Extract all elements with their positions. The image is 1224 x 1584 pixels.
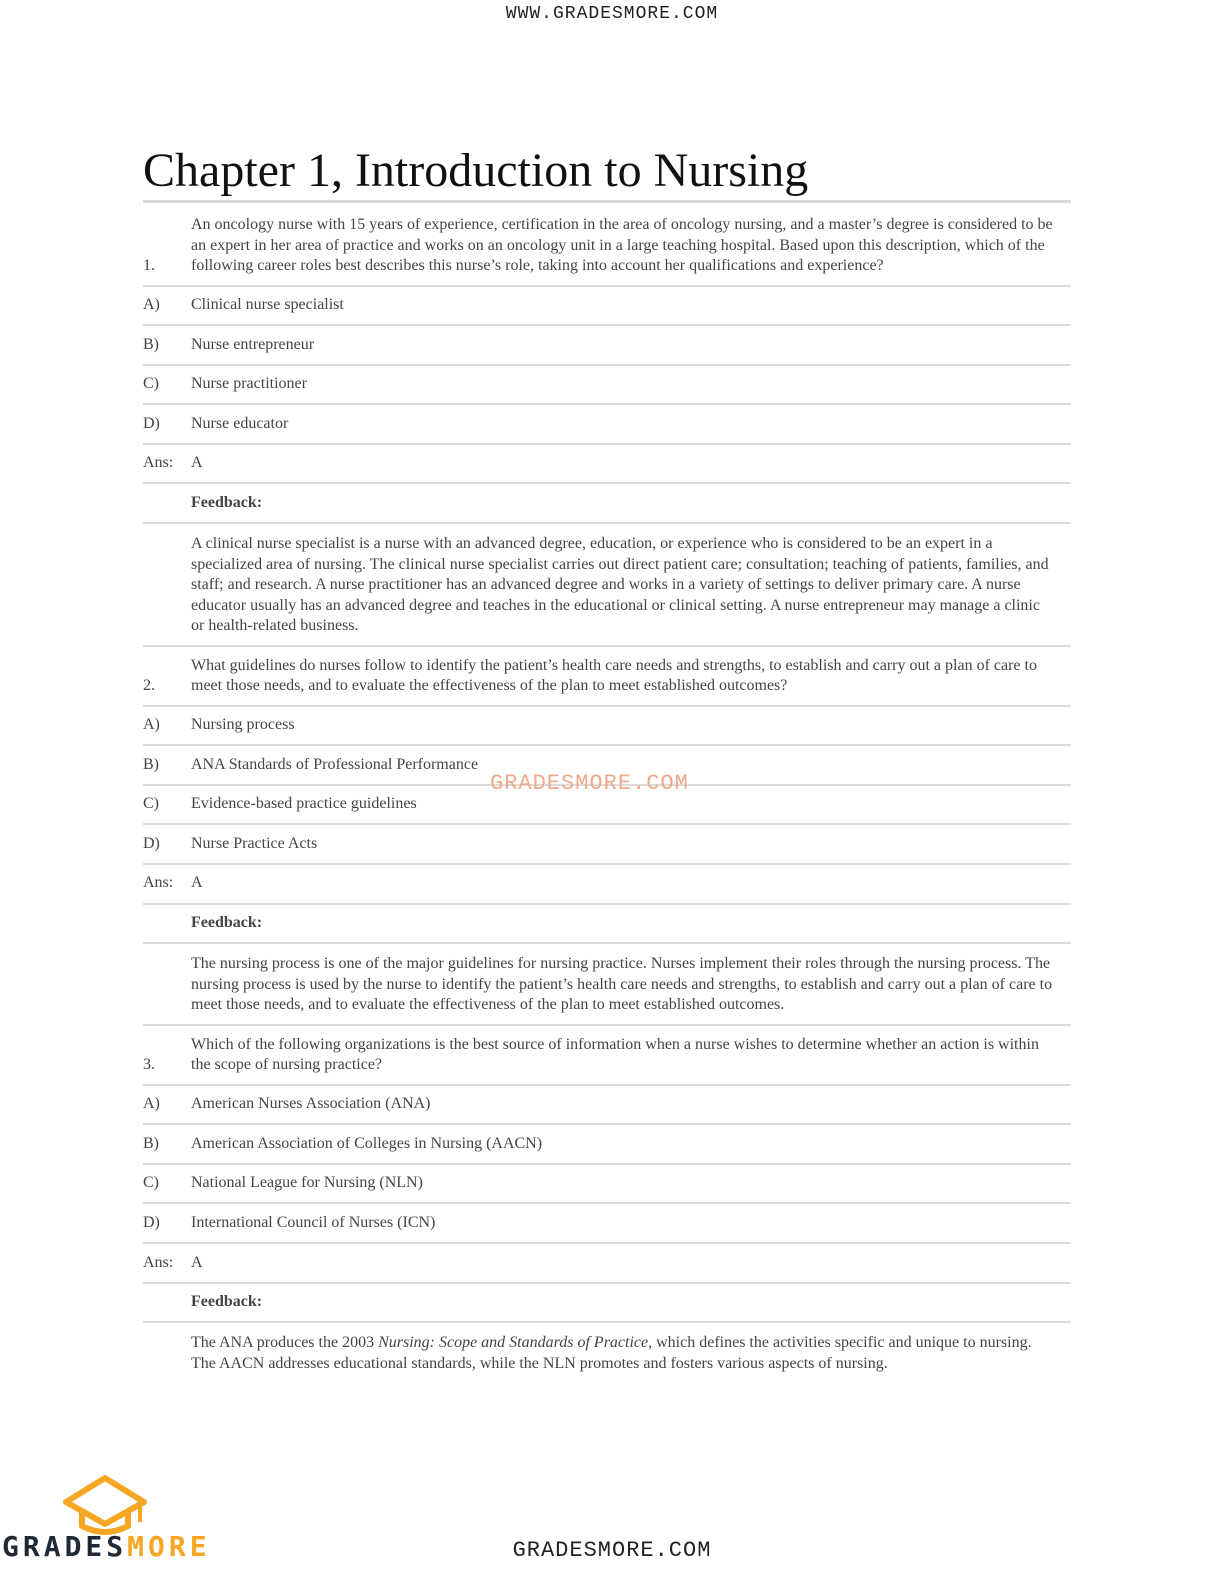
- question-number: 1.: [143, 257, 155, 274]
- question-text: Which of the following organizations is the best source of information when a nurse wishes to determine whether an action is within the scope of nursing practice?: [191, 1035, 1039, 1074]
- feedback-text: A clinical nurse specialist is a nurse with an advanced degree, education, or experience who is considered to be an expert in a specialized area of nursing. The clinical nurse specialist carries out direct patient care; consultation; teaching of patients, families, and staff; and research. A nurse practitioner has an advanced degree and works in a variety of settings to deliver primary care. A nurse educator usually has an advanced degree and teaches in the educational or clinical setting. A nurse entrepreneur may manage a clinic or health-related business.: [191, 535, 1049, 635]
- logo-text-grades: GRADES: [2, 1530, 128, 1563]
- option-label: B): [143, 335, 159, 353]
- option-text: Nurse practitioner: [191, 375, 307, 393]
- logo-text-more: MORE: [127, 1530, 211, 1563]
- question-row: [143, 206, 1071, 287]
- header-url: WWW.GRADESMORE.COM: [505, 4, 719, 24]
- option-text: ANA Standards of Professional Performance: [191, 755, 479, 773]
- option-row: [143, 825, 1071, 865]
- option-label: D): [143, 1213, 160, 1231]
- option-text: American Association of Colleges in Nursing (AACN): [191, 1134, 543, 1152]
- answer-label: Ans:: [143, 454, 174, 472]
- option-text: Nurse entrepreneur: [191, 335, 315, 353]
- option-text: American Nurses Association (ANA): [191, 1095, 431, 1113]
- answer-row: [143, 1244, 1071, 1284]
- option-label: D): [143, 414, 160, 432]
- question-row: [143, 647, 1071, 707]
- question-text: What guidelines do nurses follow to identify the patient’s health care needs and strengths, to establish and carry out a plan of care to meet those needs, and to evaluate the effectiveness of the plan to meet established outcomes?: [191, 656, 1037, 695]
- answer-row: [143, 865, 1071, 905]
- answer-value: A: [191, 454, 203, 472]
- option-label: A): [143, 716, 160, 734]
- feedback-header: [143, 1284, 1071, 1324]
- option-text: Nurse Practice Acts: [191, 834, 318, 852]
- option-row: [143, 1204, 1071, 1244]
- answer-value: A: [191, 1253, 203, 1271]
- feedback-label: Feedback:: [191, 1293, 263, 1311]
- option-row: [143, 1086, 1071, 1126]
- question-row: [143, 1026, 1071, 1086]
- option-text: Evidence-based practice guidelines: [191, 795, 417, 813]
- option-label: C): [143, 795, 159, 813]
- option-label: B): [143, 755, 159, 773]
- option-row: [143, 326, 1071, 366]
- answer-value: A: [191, 874, 203, 892]
- option-text: Clinical nurse specialist: [191, 296, 344, 314]
- option-row: [143, 1165, 1071, 1205]
- question-number: 2.: [143, 677, 155, 695]
- answer-row: [143, 445, 1071, 485]
- feedback-text: [191, 1333, 1071, 1374]
- option-label: C): [143, 1174, 159, 1192]
- option-text: Nurse educator: [191, 414, 289, 432]
- watermark: GRADESMORE.COM: [490, 771, 689, 796]
- feedback-label: Feedback:: [191, 494, 263, 512]
- option-label: D): [143, 834, 160, 852]
- feedback-label: Feedback:: [191, 914, 263, 932]
- option-label: B): [143, 1134, 159, 1152]
- option-label: C): [143, 375, 159, 393]
- footer-url: GRADESMORE.COM: [512, 1538, 712, 1563]
- feedback-text: The nursing process is one of the major guidelines for nursing practice. Nurses implement their roles through the nursing process. The nursing process is used by the nurse to identify the patient’s health care needs and strengths, to establish and carry out a plan of care to meet those needs, and to evaluate the effectiveness of the plan to meet established outcomes.: [191, 955, 1053, 1014]
- option-text: National League for Nursing (NLN): [191, 1174, 423, 1192]
- option-row: [143, 287, 1071, 327]
- option-row: [143, 405, 1071, 445]
- feedback-header: [143, 905, 1071, 945]
- graduation-cap-icon: [0, 1474, 210, 1584]
- option-label: A): [143, 296, 160, 314]
- option-text: International Council of Nurses (ICN): [191, 1213, 436, 1231]
- option-row: [143, 1125, 1071, 1165]
- option-row: [143, 707, 1071, 747]
- question-number: 3.: [143, 1056, 155, 1074]
- answer-label: Ans:: [143, 874, 174, 892]
- answer-label: Ans:: [143, 1253, 174, 1271]
- feedback-text-pre: The ANA produces the 2003: [191, 1334, 379, 1352]
- feedback-text-post: , which defines the activities specific and unique to nursing. The AACN addresses educational standards, while the NLN promotes and fosters various aspects of nursing.: [191, 1334, 1032, 1372]
- question-text: An oncology nurse with 15 years of experience, certification in the area of oncology nursing, and a master’s degree is considered to be an expert in her area of practice and works on an oncology unit in a large teaching hospital. Based upon this description, which of the following career roles best describes this nurse’s role, taking into account her qualifications and experience?: [191, 216, 1053, 274]
- feedback-header: [143, 484, 1071, 524]
- option-row: [143, 366, 1071, 406]
- option-text: Nursing process: [191, 716, 295, 734]
- feedback-row: [143, 944, 1071, 1026]
- feedback-row: [143, 524, 1071, 647]
- feedback-text-title: Nursing: Scope and Standards of Practice: [378, 1334, 649, 1352]
- page-title: Chapter 1, Introduction to Nursing: [143, 142, 1071, 203]
- option-label: A): [143, 1095, 160, 1113]
- feedback-row: [143, 1323, 1071, 1382]
